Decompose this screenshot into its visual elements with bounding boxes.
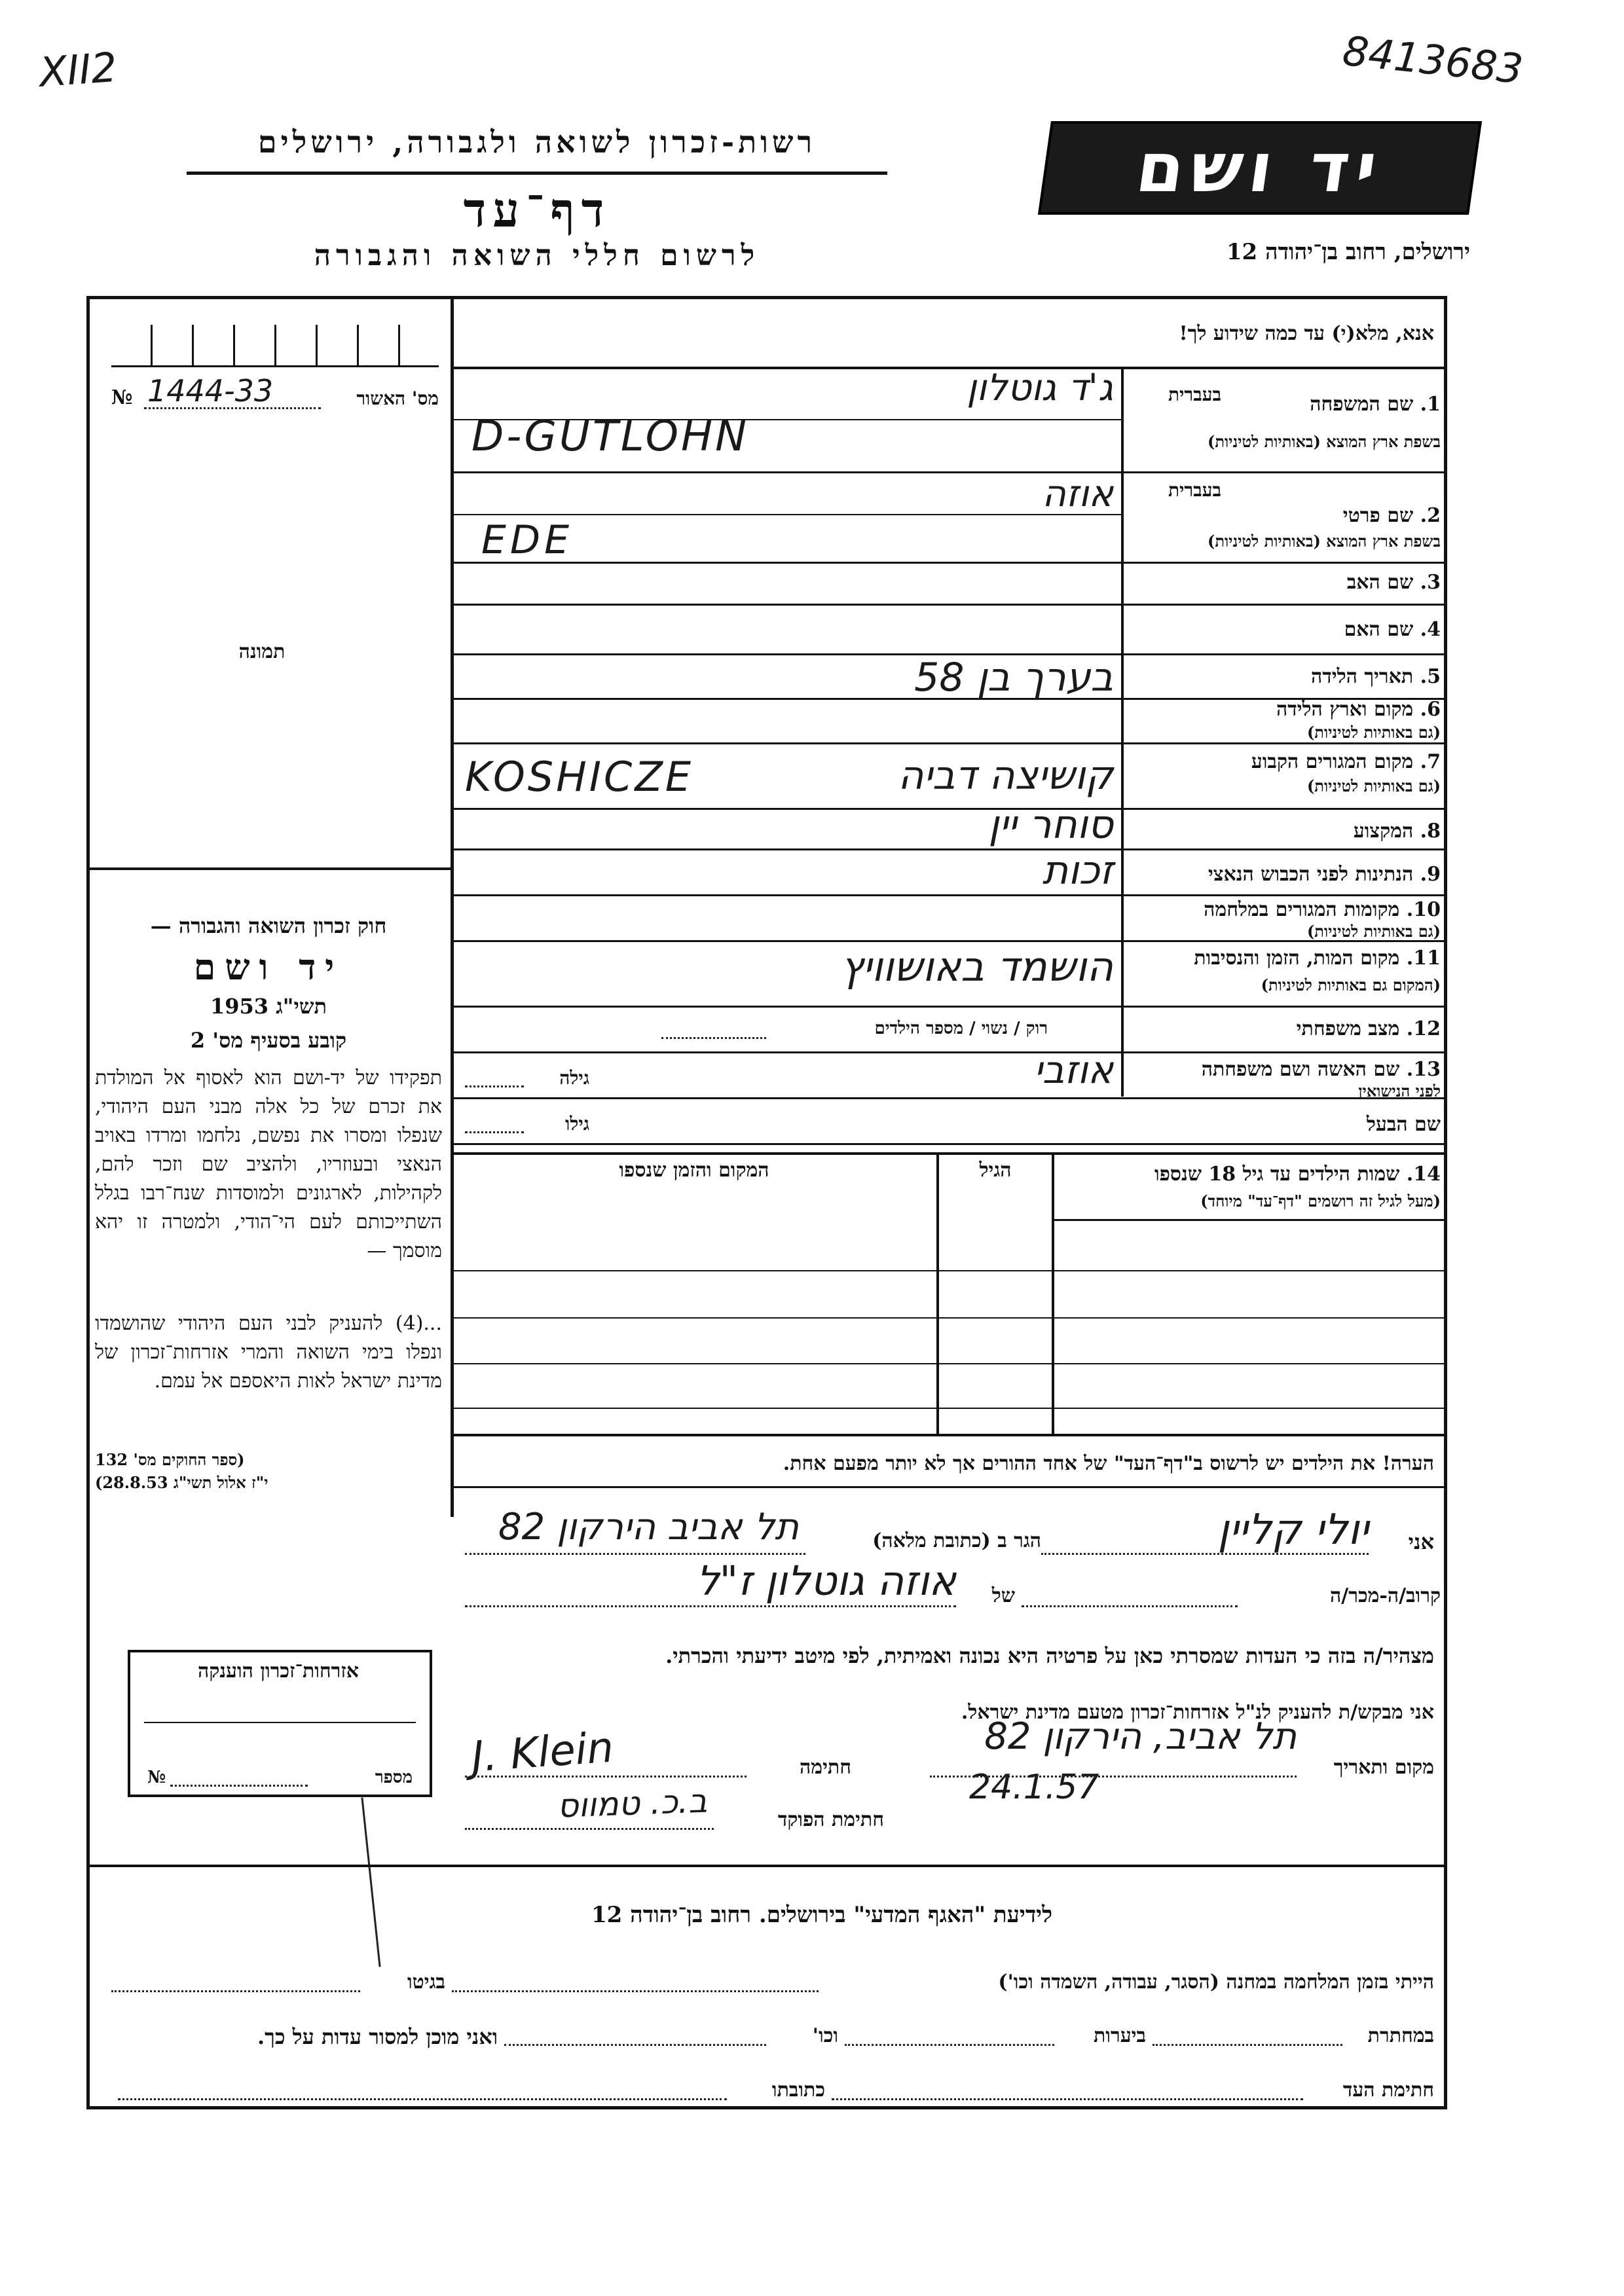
children-note-warning: הערה! את הילדים יש לרשוס ב"דף־העד" של אחד ההורים אך לא יותר מפעם אחת.: [783, 1452, 1434, 1475]
field-12-number: 12.: [1406, 1017, 1441, 1040]
declarant-address: תל אביב הירקון 82: [498, 1506, 799, 1548]
relative-label: קרוב/ה-מכר/ה: [1330, 1584, 1441, 1607]
witness-signature-dots: [832, 2098, 1303, 2100]
field-13-label: [1126, 1058, 1441, 1081]
field-2-text: שם פרטי: [1342, 504, 1414, 527]
approval-dots: [144, 407, 321, 409]
document-number: 8413683: [1340, 26, 1526, 94]
field-2-label: [1270, 504, 1441, 527]
footer-line-1: הייתי בזמן המלחמה במחנה (הסגר, עבודה, השמדה וכו'): [998, 1971, 1434, 1994]
field-4-label: [1179, 618, 1441, 641]
row-line: [453, 742, 1447, 744]
row-line: [453, 604, 1447, 606]
field-7-label: [1153, 750, 1441, 773]
field-6-note: (גם באותיות לטיניות): [1306, 723, 1441, 742]
archive-code: XII2: [37, 43, 119, 97]
citizenship-number-prefix: №: [147, 1768, 166, 1787]
field-1-latin-note: בשפת ארץ המוצא (באותיות לטיניות): [1208, 432, 1441, 451]
field-11-number: 11.: [1406, 947, 1441, 970]
citizenship-line: [144, 1722, 416, 1723]
law-year: תשי"ג 1953: [210, 994, 327, 1019]
field-10-note: (גם באותיות לטיניות): [1306, 922, 1441, 941]
field-4-number: 4.: [1420, 618, 1441, 641]
law-reference-2: י"ז אלול תשי"ג 28.8.53): [95, 1473, 268, 1492]
approval-prefix: №: [111, 386, 133, 409]
children-text: שמות הילדים עד גיל 18 שנספו: [1154, 1163, 1400, 1186]
children-col-divider: [1052, 1152, 1054, 1435]
children-row-line: [453, 1363, 1447, 1364]
instruction: אנא, מלא(י) עד כמה שידוע לך!: [1179, 322, 1434, 345]
form-title: דף־עד: [463, 182, 611, 238]
field-9-value: זכות: [1042, 848, 1113, 894]
field-2-hebrew-value: אוזה: [1042, 473, 1113, 515]
field-5-text: תאריך הלידה: [1311, 665, 1414, 688]
official-signature-label: חתימת הפוקד: [777, 1808, 884, 1831]
etc-dots: [504, 2044, 766, 2046]
field-12-detail: רוק / נשוי / מספר הילדים: [874, 1019, 1048, 1038]
field-4-text: שם האם: [1344, 618, 1414, 641]
field-11-value: הושמד באושוויץ: [840, 943, 1113, 991]
signature-value: J. Klein: [470, 1723, 616, 1782]
field-13-age-dots: [465, 1085, 524, 1087]
husband-label: שם הבעל: [1366, 1113, 1441, 1136]
deceased-dots: [465, 1605, 956, 1607]
field-9-label: [1126, 863, 1441, 886]
official-signature-value: ב.כ. טמווס: [556, 1781, 708, 1825]
field-13-number: 13.: [1406, 1058, 1441, 1081]
field-8-number: 8.: [1420, 820, 1441, 843]
yad-vashem-logo: [1038, 121, 1482, 215]
children-label: [1061, 1163, 1441, 1186]
children-table-line: [453, 1152, 1447, 1155]
husband-age-label: גילו: [565, 1113, 589, 1135]
field-10-text: מקומות המגורים במלחמה: [1204, 898, 1400, 921]
declaration-text: מצהיר/ה בזה כי העדות שמסרתי כאן על פרטיה היא נכונה ואמיתית, לפי מיטב ידיעתי והכרתי.: [665, 1643, 1434, 1668]
field-1-hebrew-value: ג'ד גוטלון: [967, 367, 1113, 409]
children-row-line: [453, 1317, 1447, 1319]
field-5-value: בערך בן 58: [914, 655, 1113, 701]
field-9-text: הנתינות לפני הכבוש הנאצי: [1208, 863, 1414, 886]
row-line: [453, 1006, 1447, 1008]
row-line: [453, 894, 1447, 896]
law-section: קובע בסעיף מס' 2: [190, 1028, 347, 1053]
law-title: חוק זכרון השואה והגבורה —: [150, 913, 387, 938]
law-name: יד ושם: [193, 946, 344, 988]
request-text: אני מבקש/ת להעניק לנ"ל אזרחות־זכרון מטעם מדינת ישראל.: [961, 1701, 1434, 1724]
field-13-text: שם האשה ושם משפחתה: [1201, 1058, 1400, 1081]
field-1-latin-value: D-GUTLOHN: [471, 412, 749, 461]
field-2-hebrew-label: בעברית: [1168, 479, 1221, 501]
place-value: תל אביב, הירקון 82: [984, 1715, 1297, 1758]
official-signature-dots: [465, 1828, 714, 1830]
row-line: [453, 1143, 1447, 1145]
field-7-number: 7.: [1420, 750, 1441, 773]
field-5-number: 5.: [1420, 665, 1441, 688]
law-text-continued: ...(4) להעניק לבני העם היהודי שהושמדו ונפלו בימי השואה והמרי אזרחות־זכרון של מדינת ישראל לאות היאספם אל עמם.: [95, 1312, 442, 1393]
field-12-text: מצב משפחתי: [1296, 1017, 1400, 1040]
field-12-dots: [661, 1037, 766, 1039]
field-2-latin-value: EDE: [481, 517, 574, 563]
children-col-divider: [936, 1152, 939, 1435]
field-12-label: [1179, 1017, 1441, 1040]
code-boxes: [111, 325, 439, 367]
ghetto-dots: [111, 1990, 360, 1992]
photo-label: תמונה: [238, 640, 286, 663]
ghetto-label: בגיטו: [407, 1971, 445, 1994]
declarant-i-label: אני: [1408, 1529, 1434, 1554]
children-row-line: [1052, 1219, 1447, 1221]
note-underline: [453, 1486, 1447, 1488]
field-6-number: 6.: [1420, 698, 1441, 721]
field-11-text: מקום המות, הזמן והנסיבות: [1194, 947, 1400, 970]
children-row-line: [453, 1270, 1447, 1271]
field-10-label: [1126, 898, 1441, 921]
of-label: של: [991, 1584, 1015, 1607]
citizenship-number-dots: [170, 1785, 308, 1787]
field-9-number: 9.: [1420, 863, 1441, 886]
field-2-latin-note: בשפת ארץ המוצא (באותיות לטיניות): [1208, 532, 1441, 551]
forests-dots: [845, 2044, 1054, 2046]
etc-label: וכו': [812, 2024, 838, 2047]
forests-label: ביערות: [1093, 2024, 1146, 2047]
institution-address: ירושלים, רחוב בן־יהודה 12: [1226, 239, 1470, 265]
law-text: תפקידו של יד-ושם הוא לאסוף אל המולדת את זכרם של כל אלה מבני העם היהודי, שנפלו ומסרו את נפשם, נלחמו ומרדו באויב הנאצי ובעוזריו, ולהציב שם וזכר להם, לקהילות, לארגונים ולמוסדות שנח־רבו בגלל השתייכותם לעם הי־הודי, ולמטרה זו יהא מוסמך —: [95, 1066, 442, 1262]
field-1-hebrew-label: בעברית: [1168, 384, 1221, 405]
children-note: (מעל לגיל זה רושמים "דף־עד" מיוחד): [1200, 1192, 1441, 1211]
underground-label: במחתרת: [1367, 2024, 1434, 2047]
field-7-note: (גם באותיות לטיניות): [1306, 776, 1441, 795]
field-10-number: 10.: [1406, 898, 1441, 921]
field-3-label: [1179, 571, 1441, 594]
husband-age-dots: [465, 1131, 524, 1133]
field-11-label: [1126, 947, 1441, 970]
field-13-value: אוזבי: [1033, 1048, 1113, 1092]
field-7-text: מקום המגורים הקבוע: [1251, 750, 1414, 773]
field-3-text: שם האב: [1346, 571, 1414, 594]
field-11-note: (המקום גם באותיות לטיניות): [1261, 975, 1441, 994]
deceased-name: אוזה גוטלון ז"ל: [696, 1557, 956, 1605]
children-row-line: [453, 1408, 1447, 1409]
footer-divider: [86, 1865, 1447, 1867]
law-reference-1: (ספר החוקים מס' 132: [95, 1450, 245, 1469]
relative-dots: [1022, 1605, 1238, 1607]
children-table-bottom: [453, 1434, 1447, 1436]
children-place-header: המקום והזמן שנספו: [619, 1159, 769, 1182]
approval-number: 1444-33: [147, 373, 274, 409]
label-column-divider: [1121, 368, 1124, 1097]
footer-title: לידיעת "האגף המדעי" בירושלים. רחוב בן־יהודה 12: [591, 1902, 1052, 1928]
witness-address-dots: [118, 2098, 727, 2100]
signature-dots: [465, 1776, 747, 1777]
date-value: 24.1.57: [969, 1768, 1099, 1807]
row-line: [453, 562, 1447, 564]
field-5-label: [1179, 665, 1441, 688]
field-1-label: [1270, 393, 1441, 416]
place-date-label: מקום ותאריך: [1333, 1756, 1434, 1779]
field-1-text: שם המשפחה: [1310, 393, 1414, 416]
declarant-resident-label: הגר ב (כתובת מלאה): [872, 1529, 1041, 1552]
field-1-number: 1.: [1420, 393, 1441, 416]
footer-line-1-dots: [452, 1990, 819, 1992]
field-7-hebrew-value: קושיצה דביה: [898, 753, 1113, 799]
logo-text: יד ושם: [1132, 128, 1389, 208]
photo-divider: [86, 867, 453, 870]
declarant-address-dots: [465, 1553, 805, 1555]
children-number: 14.: [1406, 1163, 1441, 1186]
declarant-name: יולי קליין: [1217, 1506, 1369, 1554]
field-8-text: המקצוע: [1353, 820, 1414, 843]
field-8-value: סוחר יין: [988, 802, 1113, 848]
field-7-latin-value: KOSHICZE: [465, 753, 693, 801]
witness-address-label: כתובתו: [771, 2079, 825, 2102]
citizenship-number-label: מספר: [375, 1768, 413, 1787]
place-dots: [930, 1776, 1297, 1777]
declarant-name-dots: [1041, 1553, 1369, 1555]
field-13-age-label: גילה: [559, 1067, 589, 1089]
form-subtitle: לרשום חללי השואה והגבורה: [314, 239, 760, 272]
children-age-header: הגיל: [979, 1159, 1012, 1182]
left-column-divider: [451, 296, 454, 1517]
field-6-label: [1179, 698, 1441, 721]
field-3-number: 3.: [1420, 571, 1441, 594]
field-6-text: מקום וארץ הלידה: [1276, 698, 1414, 721]
citizenship-title: אזרחות־זכרון הוענקה: [197, 1660, 360, 1683]
field-13-note: לפני הנישואין: [1358, 1082, 1441, 1101]
header-underline: [187, 172, 887, 175]
underground-dots: [1153, 2044, 1342, 2046]
field-2-number: 2.: [1420, 504, 1441, 527]
organization-name: רשות-זכרון לשואה ולגבורה, ירושלים: [257, 124, 817, 160]
field-8-label: [1179, 820, 1441, 843]
approval-label: מס' האשור: [356, 388, 439, 409]
signature-label: חתימה: [800, 1756, 851, 1779]
witness-signature-label: חתימת העד: [1342, 2079, 1434, 2102]
ready-text: ואני מוכן למסור עדות על כך.: [257, 2024, 498, 2049]
